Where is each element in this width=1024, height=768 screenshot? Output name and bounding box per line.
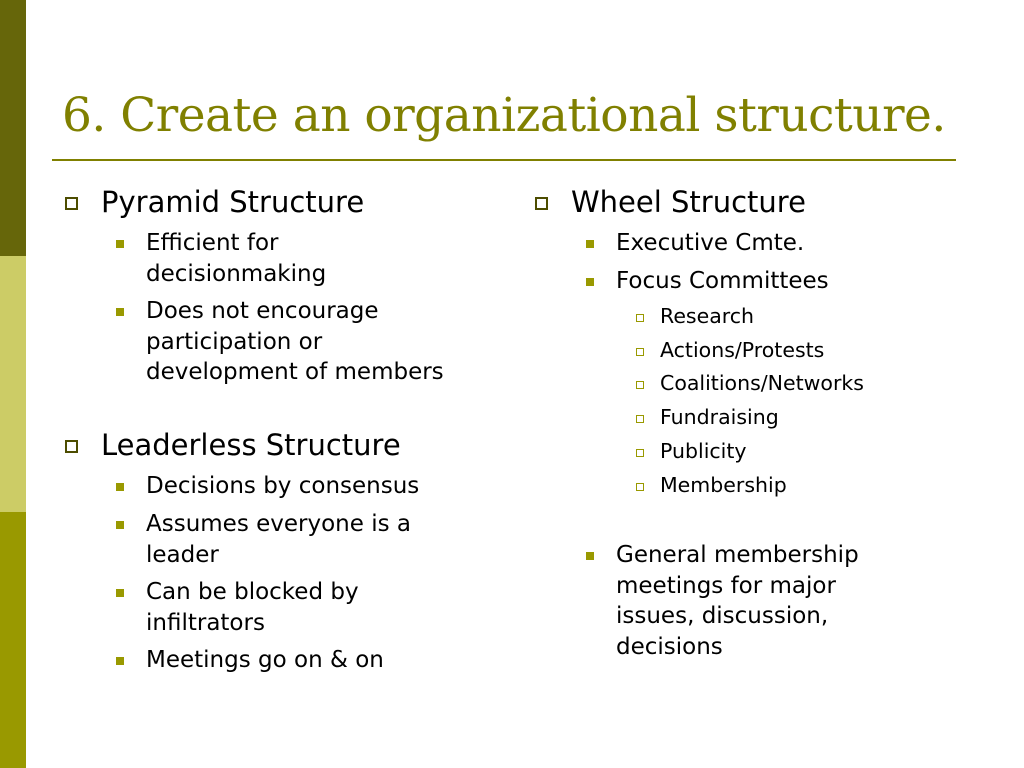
- title-rule: [52, 159, 956, 161]
- sidebar-segment-mid: [0, 512, 26, 768]
- hollow-square-bullet-icon: [636, 381, 644, 389]
- hollow-square-bullet-icon: [65, 197, 78, 210]
- list-item: Assumes everyone is a leader: [146, 511, 411, 568]
- hollow-square-bullet-icon: [636, 483, 644, 491]
- list-item: Efficient for decisionmaking: [146, 230, 327, 287]
- square-bullet-icon: [116, 657, 124, 665]
- square-bullet-icon: [116, 483, 124, 491]
- sublist-item: Actions/Protests: [660, 338, 825, 362]
- list-item: Does not encourage participation or development of members: [146, 298, 444, 385]
- slide-title: 6. Create an organizational structure.: [62, 88, 946, 143]
- square-bullet-icon: [586, 240, 594, 248]
- list-item: Executive Cmte.: [616, 230, 805, 256]
- square-bullet-icon: [116, 308, 124, 316]
- square-bullet-icon: [116, 240, 124, 248]
- list-item: Meetings go on & on: [146, 647, 384, 673]
- list-item: Focus Committees: [616, 268, 829, 294]
- list-item: General membership meetings for major issues, discussion, decisions: [616, 542, 859, 660]
- hollow-square-bullet-icon: [636, 314, 644, 322]
- sidebar-segment-light: [0, 256, 26, 512]
- hollow-square-bullet-icon: [636, 415, 644, 423]
- list-item: Can be blocked by infiltrators: [146, 579, 359, 636]
- sublist-item: Research: [660, 304, 755, 328]
- sublist-item: Coalitions/Networks: [660, 371, 864, 395]
- sublist-item: Membership: [660, 473, 787, 497]
- sidebar-accent: [0, 0, 26, 768]
- square-bullet-icon: [116, 521, 124, 529]
- heading-pyramid-structure: Pyramid Structure: [101, 185, 365, 219]
- heading-wheel-structure: Wheel Structure: [571, 185, 806, 219]
- hollow-square-bullet-icon: [65, 440, 78, 453]
- hollow-square-bullet-icon: [535, 197, 548, 210]
- square-bullet-icon: [116, 589, 124, 597]
- hollow-square-bullet-icon: [636, 449, 644, 457]
- heading-leaderless-structure: Leaderless Structure: [101, 428, 401, 462]
- sidebar-segment-dark: [0, 0, 26, 256]
- list-item: Decisions by consensus: [146, 473, 420, 499]
- hollow-square-bullet-icon: [636, 348, 644, 356]
- square-bullet-icon: [586, 552, 594, 560]
- sublist-item: Publicity: [660, 439, 747, 463]
- sublist-item: Fundraising: [660, 405, 779, 429]
- square-bullet-icon: [586, 278, 594, 286]
